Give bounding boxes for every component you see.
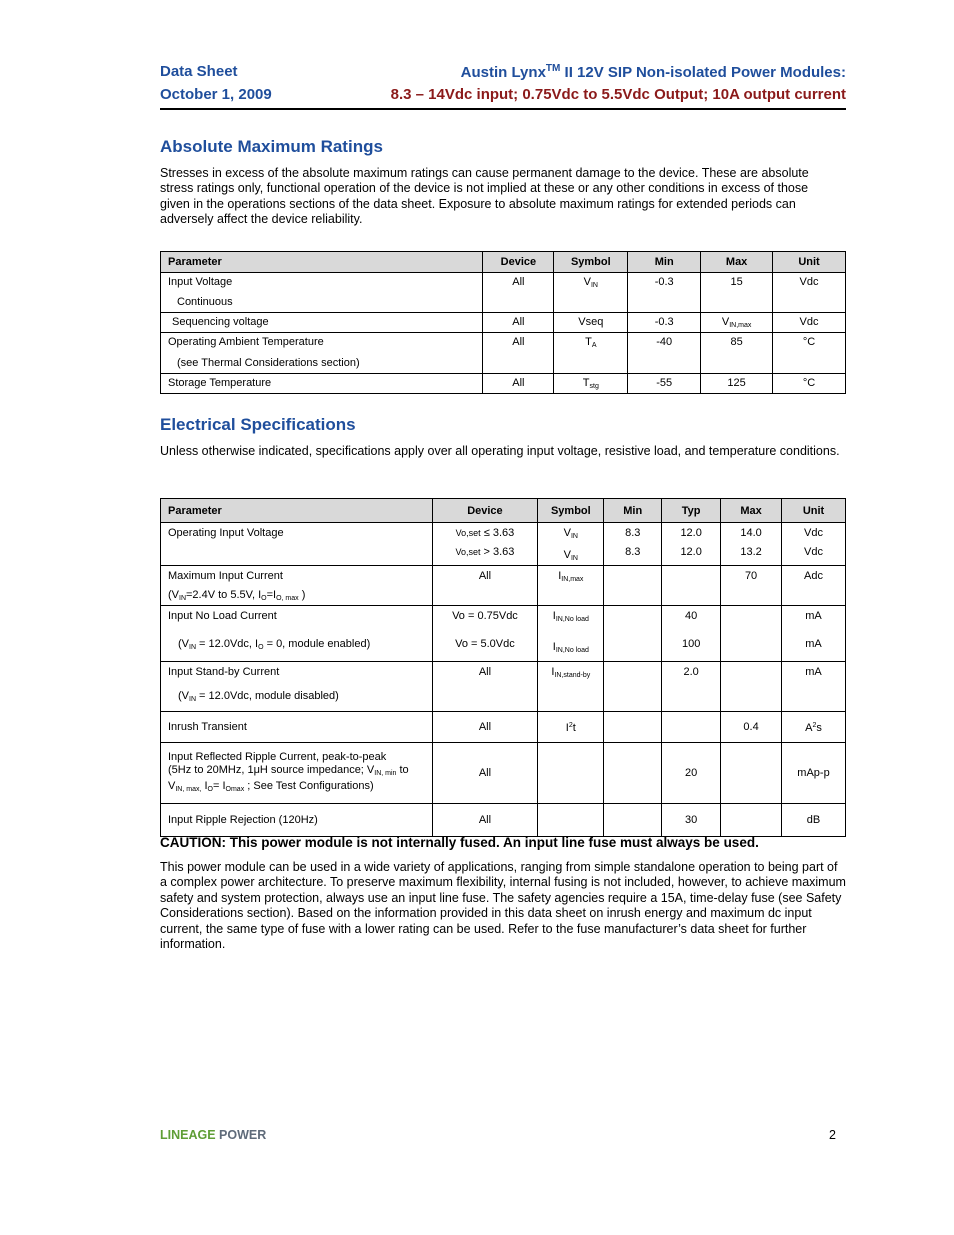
param-cell: Operating Ambient Temperature <box>168 336 324 348</box>
param-cell: Input Stand-by Current ($V_{IN} = 12.0Vdc$, module disabled) <box>161 662 433 712</box>
max-cell: 14.0 13.2 <box>721 523 782 566</box>
max-cell <box>721 804 782 837</box>
unit-cell: Vdc Vdc <box>782 523 846 566</box>
amr-heading: Absolute Maximum Ratings <box>160 137 383 156</box>
amr-table <box>160 251 846 394</box>
min-cell <box>604 712 662 743</box>
symbol-cell: $I^2t$ <box>565 722 576 734</box>
min-cell: -0.3 <box>654 276 674 288</box>
symbol-cell: $I_{IN,stand-by}$ <box>551 666 591 679</box>
col-header: Device <box>432 499 538 523</box>
es-description: Unless otherwise indicated, specifications apply over all operating input voltage, resistive load, and temperature conditions. <box>160 444 840 458</box>
col-header: Unit <box>773 252 846 273</box>
param-cell: Input Reflected Ripple Current, peak-to-peak (5Hz to 20MHz, 1μH source impedance; $V_{IN, min}$ to $V_{IN, max,}$ $I_O= I_{Omax}$ ; See Test Configurations) <box>161 743 433 804</box>
symbol-cell: $V_{IN}$ <box>583 276 598 289</box>
device-cell: Vo,set ≤ 3.63 Vo,set > 3.63 <box>432 523 538 566</box>
typ-cell: 12.0 12.0 <box>662 523 721 566</box>
device-cell: All <box>512 377 525 389</box>
footer-brand: LINEAGE POWER <box>160 1128 267 1142</box>
table-row <box>161 523 846 566</box>
param-cell: Inrush Transient <box>168 720 247 733</box>
max-cell: 70 <box>744 570 758 582</box>
device-cell: All <box>478 766 492 779</box>
typ-cell: 20 <box>685 766 698 779</box>
col-header: Parameter <box>161 499 433 523</box>
unit-cell: dB <box>806 813 821 826</box>
col-header: Unit <box>782 499 846 523</box>
es-table <box>160 498 846 837</box>
table-row <box>161 566 846 606</box>
symbol-cell: $V_{IN}$ $V_{IN}$ <box>538 523 604 566</box>
unit-cell: Vdc <box>799 276 819 288</box>
col-header: Min <box>604 499 662 523</box>
unit-cell: mAp-p <box>797 766 830 779</box>
col-header: Symbol <box>538 499 604 523</box>
product-subtitle: 8.3 – 14Vdc input; 0.75Vdc to 5.5Vdc Output; 10A output current <box>390 86 846 103</box>
page-header <box>160 62 846 110</box>
max-cell: $V_{IN,max}$ <box>721 316 752 329</box>
page-number: 2 <box>829 1128 836 1142</box>
table-row <box>161 273 846 313</box>
doc-type: Data Sheet <box>160 63 238 80</box>
unit-cell: °C <box>802 377 816 389</box>
table-row <box>161 712 846 743</box>
param-cell: Input Voltage <box>168 276 233 288</box>
max-cell: 85 <box>730 336 743 348</box>
device-cell: Vo = 0.75Vdc Vo = 5.0Vdc <box>432 606 538 662</box>
symbol-cell <box>538 804 604 837</box>
typ-cell: 2.0 <box>683 666 699 678</box>
table-header-row <box>161 499 846 523</box>
min-cell: 8.3 8.3 <box>604 523 662 566</box>
max-cell <box>721 743 782 804</box>
symbol-cell: $I_{IN,No load}$ $I_{IN,No load}$ <box>538 606 604 662</box>
device-cell: All <box>478 570 492 582</box>
max-cell: 0.4 <box>743 720 759 733</box>
min-cell <box>604 804 662 837</box>
typ-cell: 40 100 <box>662 606 721 662</box>
max-cell <box>721 662 782 712</box>
min-cell <box>604 606 662 662</box>
min-cell <box>604 566 662 606</box>
col-header: Min <box>628 252 701 273</box>
device-cell: All <box>512 276 525 288</box>
param-cell: Operating Input Voltage <box>168 527 284 539</box>
table-row <box>161 333 846 374</box>
param-cell: Input No Load Current ($V_{IN} = 12.0Vdc$, $I_O = 0$, module enabled) <box>161 606 433 662</box>
table-row <box>161 662 846 712</box>
param-cell: Sequencing voltage <box>172 316 269 328</box>
table-row <box>161 743 846 804</box>
fuse-paragraph: This power module can be used in a wide variety of applications, ranging from simple standalone operation to being part of a complex power architecture. To preserve maximum flexibility, internal fusing is not included, however, to achieve maximum safety and system protection, always use an input line fuse. The safety agencies require a 15A, time-delay fuse (see Safety Considerations section). Based on the information provided in this data sheet on inrush energy and maximum dc input current, the same type of fuse with a lower rating can be used. Refer to the fuse manufacturer’s data sheet for further information. <box>160 860 846 952</box>
symbol-cell: $T_{stg}$ <box>582 377 599 390</box>
device-cell: All <box>478 666 492 678</box>
table-row <box>161 374 846 394</box>
min-cell <box>604 662 662 712</box>
unit-cell: Adc <box>804 570 823 582</box>
param-cell: Input Ripple Rejection (120Hz) <box>168 813 318 826</box>
max-cell: 15 <box>730 276 743 288</box>
min-cell: -0.3 <box>654 316 674 328</box>
amr-description: Stresses in excess of the absolute maximum ratings can cause permanent damage to the device. These are absolute stress ratings only, functional operation of the device is not implied at these or any other conditions in excess of those given in the operations sections of the data sheet. Exposure to absolute maximum ratings for extended periods can adversely affect the device reliability. <box>160 166 809 227</box>
col-header: Device <box>483 252 554 273</box>
doc-date: October 1, 2009 <box>160 86 272 103</box>
es-heading: Electrical Specifications <box>160 415 356 434</box>
min-cell <box>604 743 662 804</box>
min-cell: -55 <box>656 377 673 389</box>
table-row <box>161 804 846 837</box>
max-cell: 125 <box>727 377 746 389</box>
typ-cell <box>662 566 721 606</box>
symbol-cell: $I_{IN,max}$ <box>558 570 584 583</box>
col-header: Max <box>701 252 773 273</box>
col-header: Symbol <box>554 252 628 273</box>
param-cell: (see Thermal Considerations section) <box>177 357 360 369</box>
symbol-cell <box>538 743 604 804</box>
table-header-row <box>161 252 846 273</box>
product-title: Austin Lynx™ II 12V SIP Non-isolated Power Modules: <box>460 63 846 81</box>
param-cell: Storage Temperature <box>168 377 272 389</box>
device-cell: All <box>512 316 525 328</box>
table-row <box>161 606 846 662</box>
unit-cell: °C <box>802 336 816 348</box>
symbol-cell: $T_A$ <box>585 336 597 349</box>
device-cell: All <box>512 336 525 348</box>
unit-cell: mA mA <box>782 606 846 662</box>
table-row <box>161 313 846 333</box>
unit-cell: $A^2s$ <box>805 722 822 734</box>
col-header: Max <box>721 499 782 523</box>
unit-cell: mA <box>805 666 822 678</box>
col-header: Parameter <box>161 252 483 273</box>
device-cell: All <box>478 813 492 826</box>
param-cell: Maximum Input Current ($V_{IN}=2.4V$ to 5.5V, $I_O=I_{O, max}$ ) <box>161 566 433 606</box>
col-header: Typ <box>662 499 721 523</box>
typ-cell <box>662 712 721 743</box>
caution-notice: CAUTION: This power module is not internally fused. An input line fuse must always be used. <box>160 835 759 850</box>
param-cell: Continuous <box>177 296 233 308</box>
device-cell: All <box>478 720 492 733</box>
typ-cell: 30 <box>685 813 698 826</box>
max-cell <box>721 606 782 662</box>
unit-cell: Vdc <box>799 316 819 328</box>
symbol-cell: Vseq <box>578 316 604 328</box>
min-cell: -40 <box>656 336 673 348</box>
